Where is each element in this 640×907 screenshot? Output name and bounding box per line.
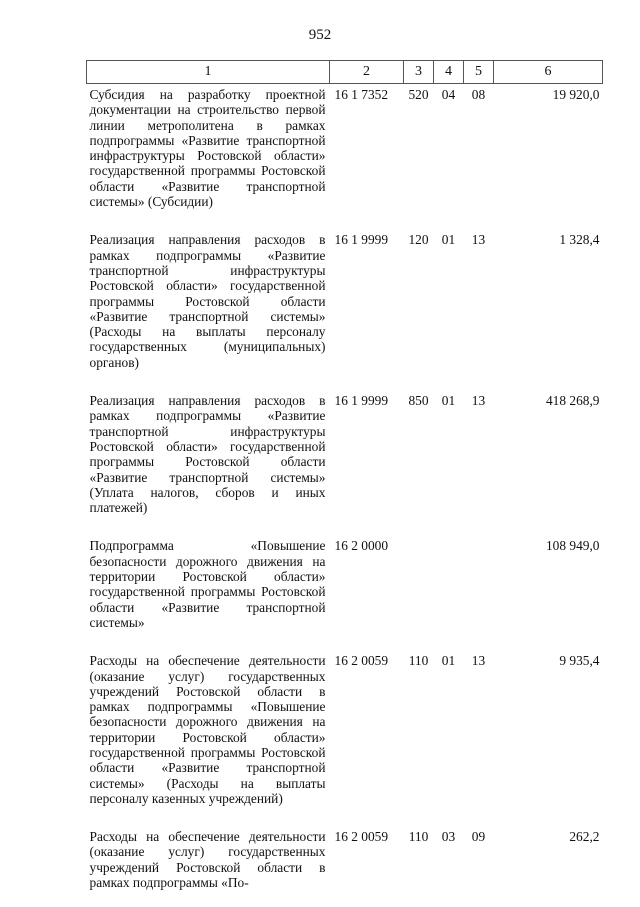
- row-csr: 16 2 0059: [330, 823, 404, 907]
- row-csr: 16 1 9999: [330, 387, 404, 532]
- row-rz: 03: [434, 823, 464, 907]
- header-col-csr: 2: [330, 61, 404, 84]
- row-name: Реализация направления расходов в рамках подпрограммы «Развитие транспортной инфраструктуры Ростовской области» государственной программы Ростовской области «Развитие транспортной системы» (Уплата налогов, сборов и иных платежей): [87, 387, 330, 532]
- row-csr: 16 1 9999: [330, 226, 404, 387]
- row-name: Реализация направления расходов в рамках подпрограммы «Развитие транспортной инфраструктуры Ростовской области» государственной программы Ростовской области «Развитие транспортной системы» (Расходы на выплаты персоналу государственных (муниципальных) органов): [87, 226, 330, 387]
- table-row: [87, 647, 603, 823]
- row-amount: 19 920,0: [494, 84, 603, 227]
- row-rz: [434, 532, 464, 647]
- table-row: [87, 387, 603, 532]
- row-pr: 13: [464, 647, 494, 823]
- page-number: 952: [0, 27, 640, 44]
- row-csr: 16 2 0059: [330, 647, 404, 823]
- row-rz: 01: [434, 647, 464, 823]
- row-vr: 850: [404, 387, 434, 532]
- table-header: [87, 61, 603, 84]
- row-vr: 120: [404, 226, 434, 387]
- row-amount: 418 268,9: [494, 387, 603, 532]
- header-row: [87, 61, 603, 84]
- row-name: Субсидия на разработку проектной документации на строительство первой линии метрополитена в рамках подпрограммы «Развитие транспортной инфраструктуры Ростовской области» государственной программы Ростовской области «Развитие транспортной системы» (Субсидии): [87, 84, 330, 227]
- row-pr: 09: [464, 823, 494, 907]
- table-row: [87, 823, 603, 907]
- header-col-pr: 5: [464, 61, 494, 84]
- row-name: Подпрограмма «Повышение безопасности дорожного движения на территории Ростовской области» государственной программы Ростовской области «Развитие транспортной системы»: [87, 532, 330, 647]
- header-col-rz: 4: [434, 61, 464, 84]
- row-rz: 01: [434, 226, 464, 387]
- header-col-vr: 3: [404, 61, 434, 84]
- row-vr: 110: [404, 823, 434, 907]
- row-vr: 520: [404, 84, 434, 227]
- row-name: Расходы на обеспечение деятельности (оказание услуг) государственных учреждений Ростовской области в рамках подпрограммы «По-: [87, 823, 330, 907]
- row-pr: 13: [464, 226, 494, 387]
- row-amount: 9 935,4: [494, 647, 603, 823]
- table-row: [87, 532, 603, 647]
- row-amount: 108 949,0: [494, 532, 603, 647]
- table-body: [87, 84, 603, 907]
- row-csr: 16 2 0000: [330, 532, 404, 647]
- table-row: [87, 226, 603, 387]
- row-rz: 04: [434, 84, 464, 227]
- row-pr: [464, 532, 494, 647]
- header-col-amount: 6: [494, 61, 603, 84]
- row-vr: 110: [404, 647, 434, 823]
- table-row: [87, 84, 603, 227]
- header-col-name: 1: [87, 61, 330, 84]
- row-pr: 13: [464, 387, 494, 532]
- row-vr: [404, 532, 434, 647]
- row-amount: 1 328,4: [494, 226, 603, 387]
- row-csr: 16 1 7352: [330, 84, 404, 227]
- row-amount: 262,2: [494, 823, 603, 907]
- row-rz: 01: [434, 387, 464, 532]
- row-name: Расходы на обеспечение деятельности (оказание услуг) государственных учреждений Ростовской области в рамках подпрограммы «Повышение безопасности дорожного движения на территории Ростовской области» государственной программы Ростовской области «Развитие транспортной системы» (Расходы на выплаты персоналу казенных учреждений): [87, 647, 330, 823]
- budget-table: [86, 60, 603, 907]
- row-pr: 08: [464, 84, 494, 227]
